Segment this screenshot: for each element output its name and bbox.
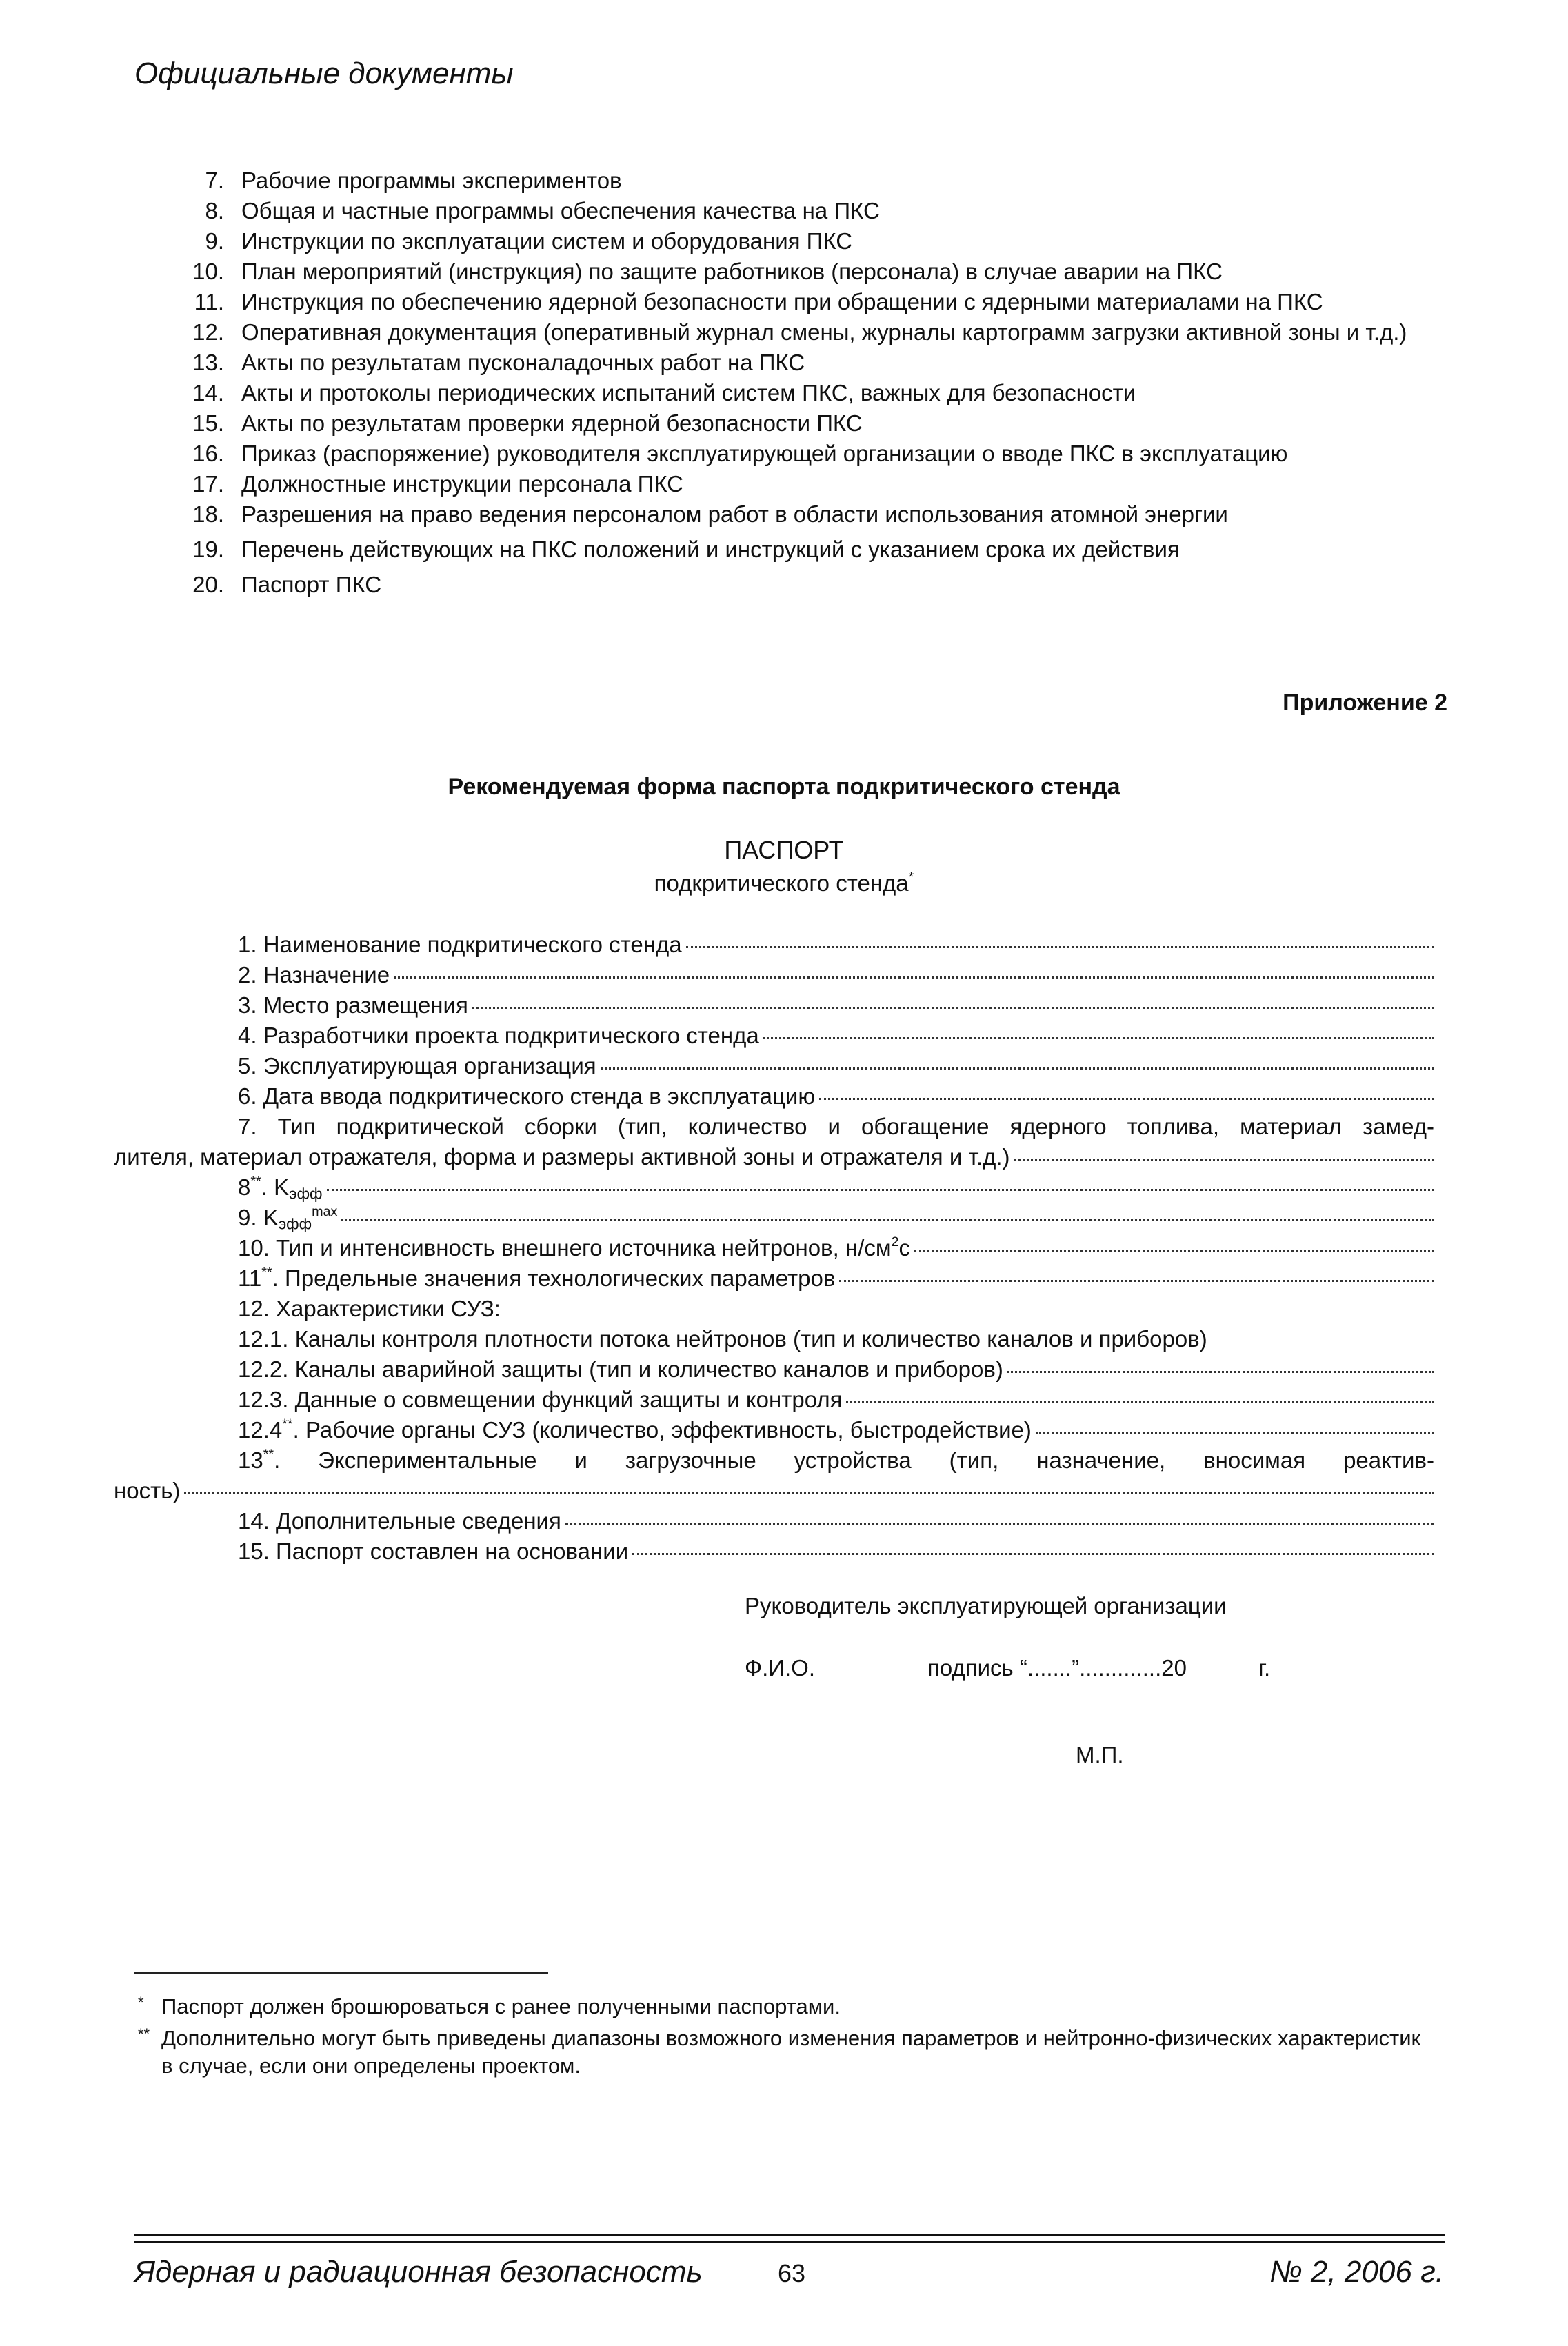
k-eff-subscript: эфф <box>278 1215 312 1232</box>
field-label <box>238 1263 835 1293</box>
form-field-13-line1 <box>238 1445 1434 1475</box>
list-item <box>176 166 1458 195</box>
fill-line <box>565 1523 1434 1525</box>
list-text: План мероприятий (инструкция) по защите работников (персонала) в случае аварии на ПКС <box>241 259 1223 284</box>
fill-line <box>1007 1371 1434 1373</box>
footnote-text: Дополнительно могут быть приведены диапазоны возможного изменения параметров и нейтронно-физических характеристик в случае, если они определены проектом. <box>161 2026 1421 2078</box>
unit-suffix: с <box>898 1235 911 1261</box>
field-label <box>238 1233 910 1263</box>
fill-line <box>632 1553 1434 1555</box>
form-field-12-4 <box>238 1415 1434 1445</box>
field-label: 12. Характеристики СУЗ: <box>238 1296 501 1321</box>
list-item <box>176 196 1458 225</box>
list-text: Инструкции по эксплуатации систем и оборудования ПКС <box>241 228 853 254</box>
list-item <box>176 499 1458 529</box>
list-number: 11. <box>194 289 224 314</box>
field-label <box>238 1172 323 1202</box>
footnote-mark: ** <box>138 2025 150 2043</box>
field-text: 10. Тип и интенсивность внешнего источника нейтронов, н/см <box>238 1235 892 1261</box>
list-number: 10. <box>192 259 224 284</box>
list-number: 13. <box>192 350 224 375</box>
list-item <box>176 226 1458 256</box>
list-item <box>176 348 1458 377</box>
footnote-separator <box>134 1972 548 1974</box>
form-field-11 <box>238 1263 1434 1293</box>
k-eff-max-symbol: 9. K <box>238 1205 279 1230</box>
list-item <box>176 469 1458 499</box>
list-text: Акты по результатам пусконаладочных работ на ПКС <box>241 350 805 375</box>
field-label: 4. Разработчики проекта подкритического стенда <box>238 1023 759 1048</box>
footnote <box>138 2025 1434 2080</box>
footnote-text: Паспорт должен брошюроваться с ранее полученными паспортами. <box>161 1994 841 2018</box>
k-eff-subscript: эфф <box>289 1185 323 1202</box>
field-label: 1. Наименование подкритического стенда <box>238 932 682 957</box>
fill-line <box>819 1098 1434 1100</box>
field-label <box>238 1415 1032 1445</box>
footer-rule <box>134 2234 1445 2236</box>
field-text: . Предельные значения технологических параметров <box>272 1265 836 1291</box>
field-number: 12.4 <box>238 1417 283 1443</box>
footnote-mark: ** <box>261 1265 272 1281</box>
journal-title: Ядерная и радиационная безопасность <box>134 2255 703 2289</box>
signature-date-field: подпись “.......”.............20 <box>927 1655 1187 1681</box>
field-number: 11 <box>238 1265 262 1291</box>
form-field-12-3 <box>238 1385 1434 1414</box>
fill-line <box>763 1037 1434 1039</box>
list-text: Оперативная документация (оперативный журнал смены, журналы картограмм загрузки активной зоны и т.д.) <box>241 319 1407 345</box>
field-label: 14. Дополнительные сведения <box>238 1508 561 1534</box>
fill-line <box>394 976 1434 979</box>
form-field-12 <box>238 1294 1434 1323</box>
list-number: 8. <box>205 198 224 223</box>
form-field-12-2 <box>238 1354 1434 1384</box>
list-text: Рабочие программы экспериментов <box>241 168 622 193</box>
list-number: 14. <box>192 380 224 405</box>
field-label: 12.1. Каналы контроля плотности потока нейтронов (тип и количество каналов и приборов) <box>238 1326 1207 1352</box>
running-header: Официальные документы <box>134 57 514 90</box>
footnote-mark: ** <box>282 1416 293 1432</box>
fill-line <box>327 1189 1435 1191</box>
list-item <box>176 408 1458 438</box>
list-text: Разрешения на право ведения персоналом работ в области использования атомной энергии <box>241 501 1228 527</box>
list-text: Перечень действующих на ПКС положений и инструкций с указанием срока их действия <box>241 537 1180 562</box>
list-item <box>176 570 1458 599</box>
footer-rule <box>134 2241 1445 2243</box>
signer-title: Руководитель эксплуатирующей организации <box>745 1593 1227 1618</box>
form-heading: Рекомендуемая форма паспорта подкритического стенда <box>448 774 1120 800</box>
form-field-10 <box>238 1233 1434 1263</box>
list-item <box>176 257 1458 286</box>
field-number: 8 <box>238 1174 251 1200</box>
list-text: Акты и протоколы периодических испытаний систем ПКС, важных для безопасности <box>241 380 1136 405</box>
list-number: 12. <box>192 319 224 345</box>
list-number: 20. <box>192 572 224 597</box>
document-list <box>176 166 1458 600</box>
fill-line <box>839 1280 1434 1282</box>
form-field-3 <box>238 990 1434 1020</box>
footnote-mark: * <box>908 870 914 885</box>
max-superscript: max <box>312 1204 338 1220</box>
field-number: 13 <box>238 1447 263 1473</box>
field-label: 2. Назначение <box>238 962 390 987</box>
list-item <box>176 287 1458 317</box>
stamp-place: М.П. <box>1076 1742 1124 1767</box>
list-number: 17. <box>192 471 224 497</box>
footnote-mark: ** <box>263 1447 274 1463</box>
form-field-6 <box>238 1081 1434 1111</box>
list-number: 18. <box>192 501 224 527</box>
field-label: ность) <box>114 1478 181 1503</box>
list-item <box>176 439 1458 468</box>
year-suffix: г. <box>1258 1655 1271 1681</box>
passport-title: ПАСПОРТ <box>724 836 844 864</box>
fill-line <box>472 1007 1434 1009</box>
fill-line <box>846 1401 1434 1403</box>
fill-line <box>914 1250 1434 1252</box>
field-label: 15. Паспорт составлен на основании <box>238 1538 629 1564</box>
form-field-7-line1: 7. Тип подкритической сборки (тип, количество и обогащение ядерного топлива, материал замед- <box>238 1114 1434 1139</box>
list-number: 19. <box>192 537 224 562</box>
form-field-15 <box>238 1536 1434 1566</box>
form-field-7-line2 <box>114 1142 1434 1172</box>
field-label: 12.3. Данные о совмещении функций защиты и контроля <box>238 1387 843 1412</box>
form-field-5 <box>238 1051 1434 1081</box>
field-label: 3. Место размещения <box>238 992 468 1018</box>
list-text: Акты по результатам проверки ядерной безопасности ПКС <box>241 410 863 436</box>
page-number: 63 <box>778 2259 806 2287</box>
form-field-8 <box>238 1172 1434 1202</box>
fill-line <box>1036 1432 1434 1434</box>
field-label: 5. Эксплуатирующая организация <box>238 1053 596 1079</box>
list-text: Инструкция по обеспечению ядерной безопасности при обращении с ядерными материалами на ПКС <box>241 289 1323 314</box>
field-label: 6. Дата ввода подкритического стенда в эксплуатацию <box>238 1083 816 1109</box>
form-field-14 <box>238 1506 1434 1536</box>
form-field-2 <box>238 960 1434 990</box>
field-text: . Экспериментальные и загрузочные устройства (тип, назначение, вносимая реактив- <box>274 1447 1434 1473</box>
passport-subtitle-text: подкритического стенда <box>654 870 909 896</box>
footnote <box>138 1993 1434 2021</box>
passport-subtitle <box>0 870 1568 896</box>
form-field-12-1 <box>238 1324 1434 1354</box>
unit-exponent: 2 <box>891 1234 899 1250</box>
list-text: Общая и частные программы обеспечения качества на ПКС <box>241 198 880 223</box>
form-field-9 <box>238 1203 1434 1232</box>
form-field-4 <box>238 1021 1434 1050</box>
list-text: Паспорт ПКС <box>241 572 382 597</box>
field-label: 12.2. Каналы аварийной защиты (тип и количество каналов и приборов) <box>238 1356 1003 1382</box>
list-number: 16. <box>192 441 224 466</box>
fill-line <box>1014 1159 1435 1161</box>
k-eff-symbol: . K <box>261 1174 290 1200</box>
list-number: 9. <box>205 228 224 254</box>
field-label <box>238 1203 337 1232</box>
appendix-label: Приложение 2 <box>1283 690 1447 716</box>
fill-line <box>341 1219 1434 1221</box>
footnote-mark: ** <box>250 1174 261 1190</box>
list-text: Приказ (распоряжение) руководителя эксплуатирующей организации о вводе ПКС в эксплуатацию <box>241 441 1288 466</box>
signature-name-field: Ф.И.О. <box>745 1655 815 1681</box>
form-field-13-line2 <box>114 1476 1434 1505</box>
form-field-1 <box>238 930 1434 959</box>
list-item <box>176 534 1458 564</box>
fill-line <box>601 1067 1434 1070</box>
field-text: . Рабочие органы СУЗ (количество, эффективность, быстродействие) <box>292 1417 1032 1443</box>
fill-line <box>686 946 1434 948</box>
fill-line <box>184 1492 1434 1494</box>
issue-number: № 2, 2006 г. <box>1269 2255 1444 2289</box>
list-number: 7. <box>205 168 224 193</box>
list-item <box>176 378 1458 408</box>
list-number: 15. <box>192 410 224 436</box>
list-text: Должностные инструкции персонала ПКС <box>241 471 684 497</box>
field-label: лителя, материал отражателя, форма и размеры активной зоны и отражателя и т.д.) <box>114 1144 1010 1170</box>
footnote-mark: * <box>138 1994 144 2011</box>
list-item <box>176 317 1458 347</box>
